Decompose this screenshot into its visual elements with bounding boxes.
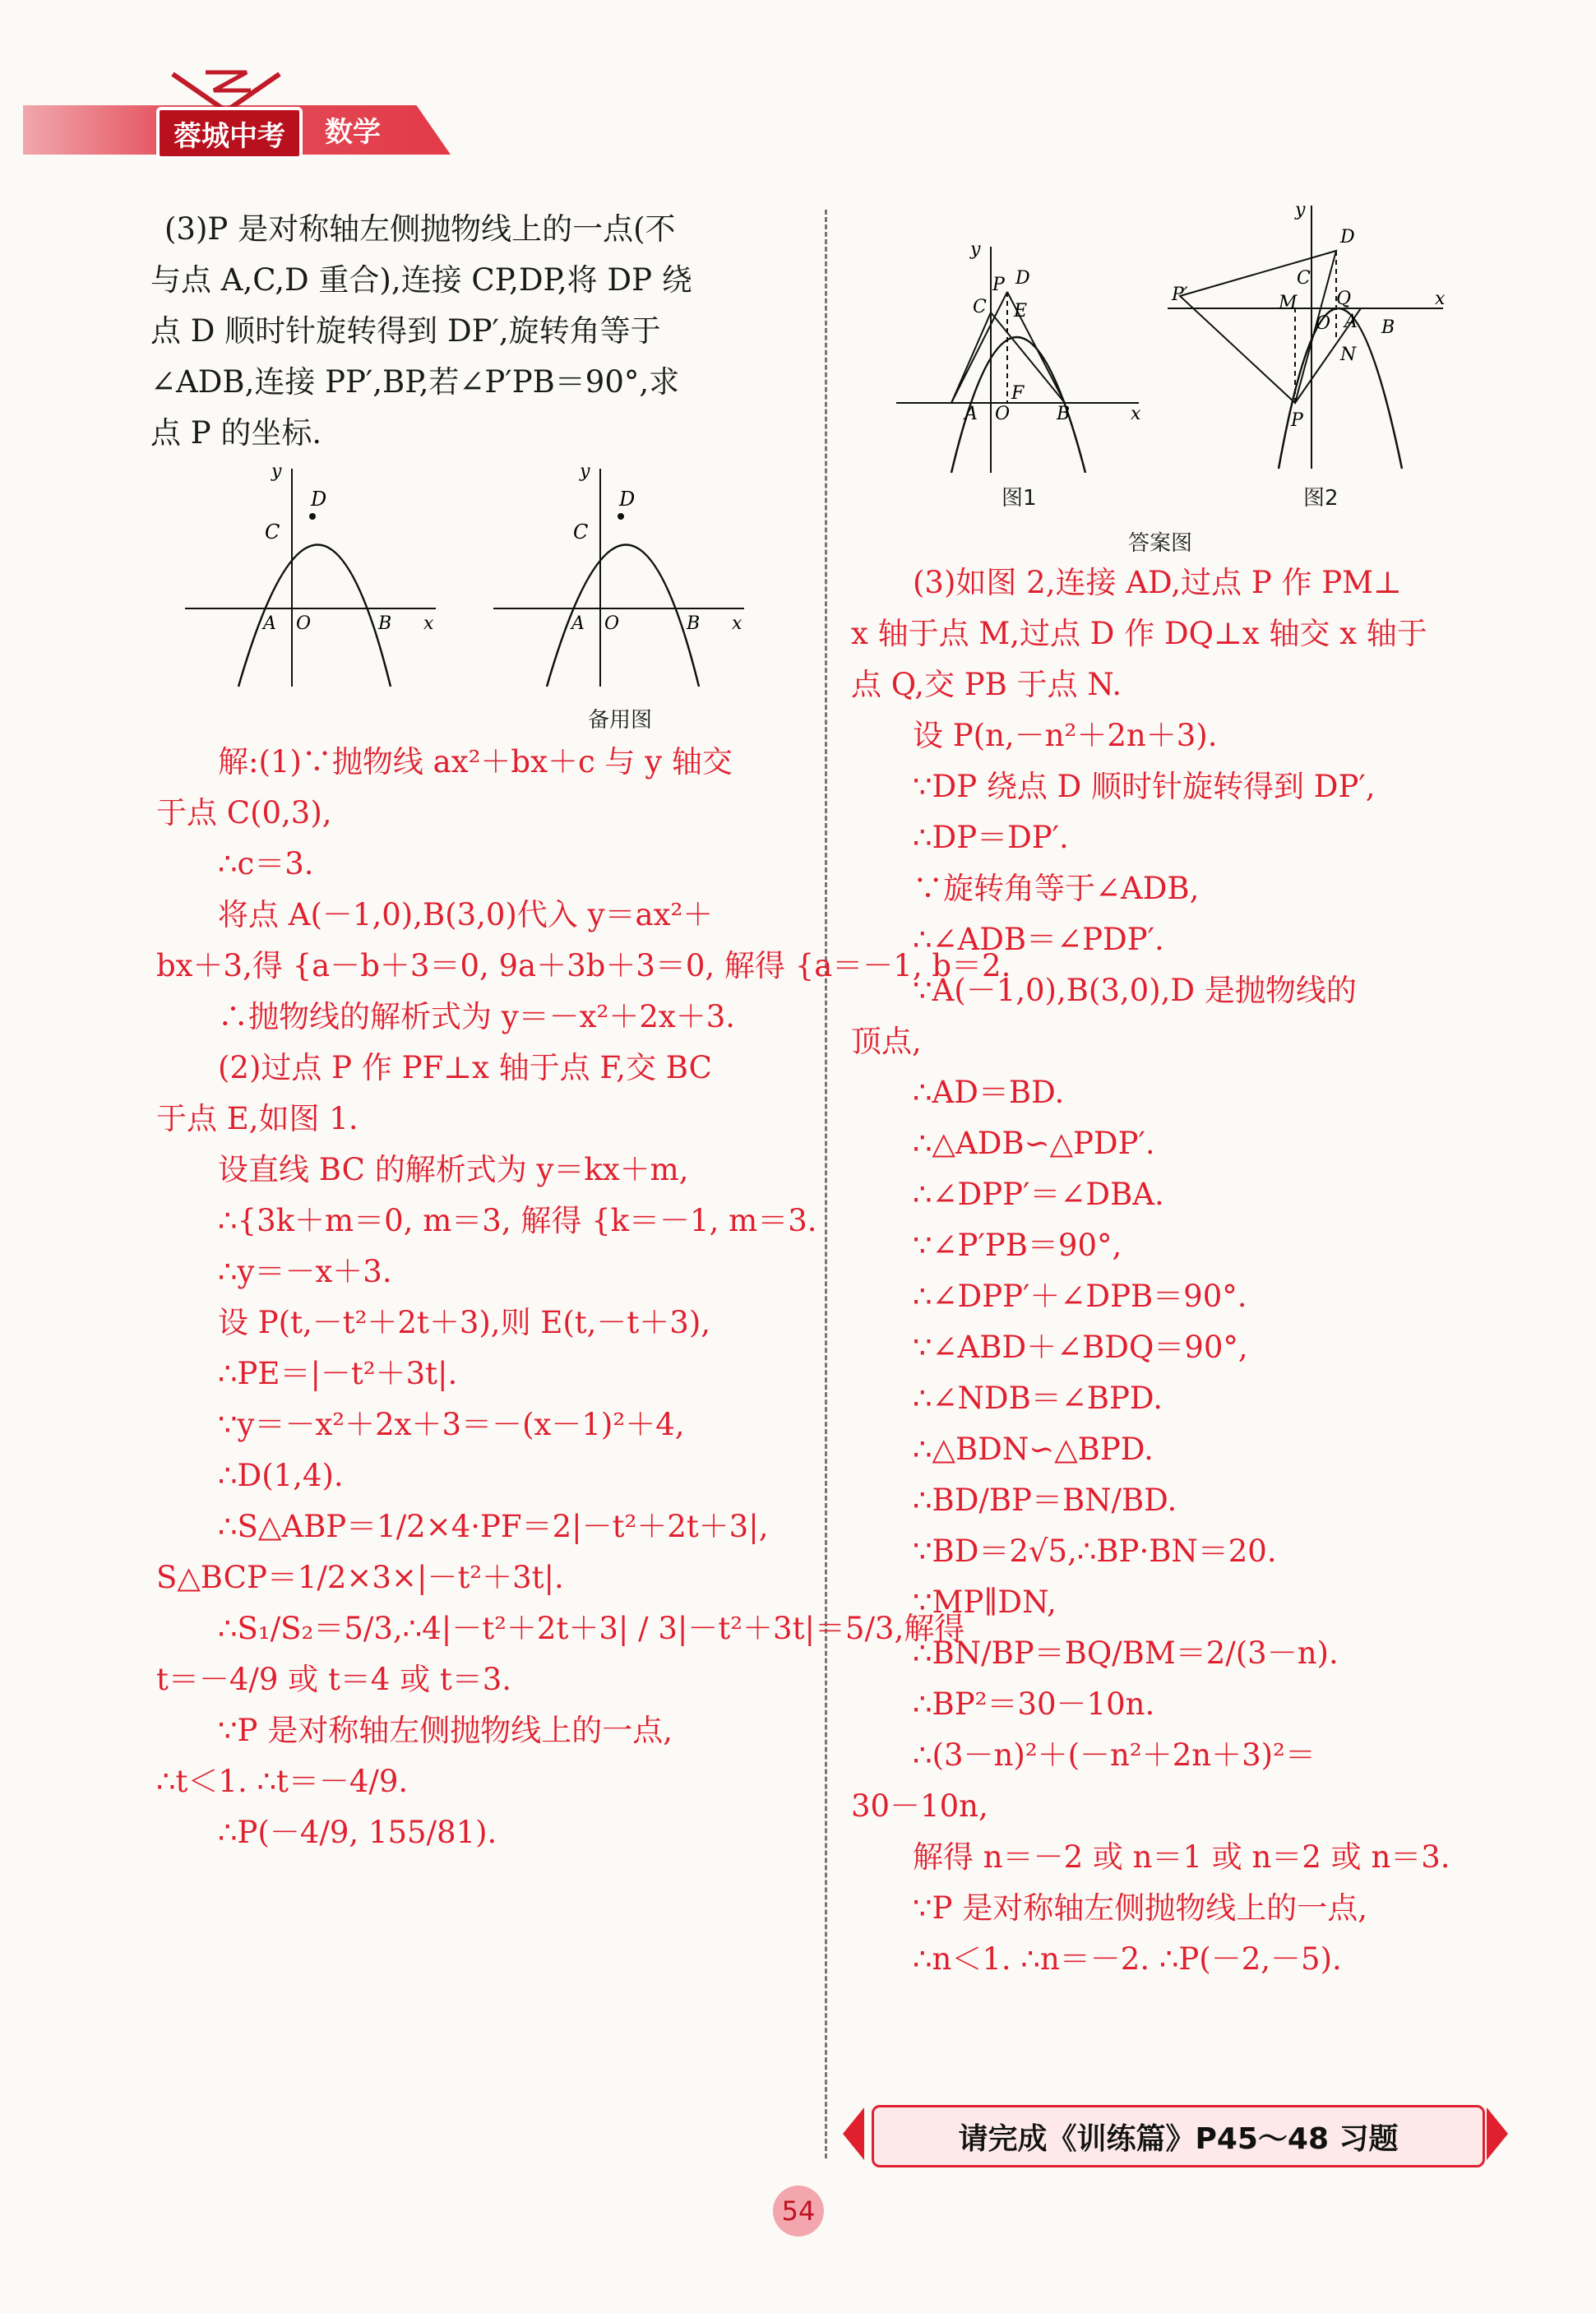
answer-line: ∴BD/BP＝BN/BD.: [913, 1483, 1177, 1518]
question-line: (3)P 是对称轴左侧抛物线上的一点(不: [164, 211, 676, 247]
answer-line: 将点 A(－1,0),B(3,0)代入 y＝ax²＋: [218, 897, 714, 932]
question-line: 与点 A,C,D 重合),连接 CP,DP,将 DP 绕: [150, 262, 692, 298]
answer-left: [156, 737, 733, 839]
answer-line: ∴DP＝DP′.: [913, 820, 1069, 855]
answer-line: 解:(1)∵抛物线 ax²＋bx＋c 与 y 轴交: [218, 744, 733, 779]
svg-text:O: O: [296, 613, 312, 634]
svg-text:C: C: [265, 520, 280, 544]
svg-text:A: A: [263, 613, 276, 634]
svg-text:A: A: [965, 404, 978, 424]
svg-text:D: D: [1340, 227, 1355, 247]
svg-text:A: A: [571, 613, 585, 634]
backup-figure-1: [181, 460, 444, 699]
subject-label: 数学: [325, 116, 381, 149]
svg-text:M: M: [1279, 293, 1298, 313]
answer-line: ∴抛物线的解析式为 y＝－x²＋2x＋3.: [218, 999, 736, 1034]
svg-text:B: B: [378, 613, 392, 634]
svg-text:P: P: [992, 275, 1005, 295]
svg-text:O: O: [995, 404, 1011, 424]
answer-line: 设 P(n,－n²＋2n＋3).: [913, 718, 1218, 753]
answer-line: 点 Q,交 PB 于点 N.: [851, 667, 1122, 702]
answer-line: ∴△BDN∽△BPD.: [913, 1432, 1154, 1467]
brand-logo: 蓉城中考: [156, 107, 303, 160]
answer-line: ∴BP²＝30－10n.: [913, 1686, 1155, 1722]
svg-text:P′: P′: [1172, 284, 1188, 305]
answer-line: ∴∠NDB＝∠BPD.: [913, 1381, 1163, 1416]
answer-line: ∵BD＝2√5,∴BP·BN＝20.: [913, 1534, 1277, 1569]
answer-line: 解得 n＝－2 或 n＝1 或 n＝2 或 n＝3.: [913, 1839, 1450, 1875]
answer-line: ∴∠ADB＝∠PDP′.: [913, 922, 1164, 957]
svg-text:Q: Q: [1336, 289, 1352, 309]
answer-line: ∴y＝－x＋3.: [218, 1254, 392, 1289]
answer-line: ∵∠P′PB＝90°,: [913, 1228, 1122, 1263]
answer-line: (2)过点 P 作 PF⊥x 轴于点 F,交 BC: [218, 1050, 712, 1085]
answer-line: ∴AD＝BD.: [913, 1075, 1065, 1110]
answer-line: ∴△ADB∽△PDP′.: [913, 1126, 1155, 1161]
question-text: [164, 204, 676, 255]
answer-figure-2-label: 图2: [1303, 486, 1339, 511]
question-line: 点 P 的坐标.: [150, 415, 322, 451]
answer-line: ∵∠ABD＋∠BDQ＝90°,: [913, 1330, 1248, 1365]
answer-line: ∴PE＝|－t²＋3t|.: [218, 1356, 458, 1391]
svg-text:C: C: [1297, 268, 1311, 289]
svg-text:x: x: [732, 613, 742, 634]
answer-line: ∴D(1,4).: [218, 1458, 344, 1493]
answer-line: 设直线 BC 的解析式为 y＝kx＋m,: [218, 1152, 689, 1187]
answer-line: (3)如图 2,连接 AD,过点 P 作 PM⊥: [913, 565, 1402, 600]
svg-text:x: x: [1435, 289, 1446, 309]
answer-line: ∵P 是对称轴左侧抛物线上的一点,: [218, 1713, 673, 1748]
answer-line: bx＋3,得 {a－b＋3＝0, 9a＋3b＋3＝0, 解得 {a＝－1, b＝2.: [156, 948, 1011, 983]
svg-text:B: B: [1381, 317, 1395, 338]
answer-line: 于点 E,如图 1.: [156, 1101, 359, 1136]
svg-text:D: D: [311, 488, 327, 511]
svg-text:C: C: [573, 520, 589, 544]
answer-line: ∴c＝3.: [218, 846, 314, 881]
answer-line: ∵y＝－x²＋2x＋3＝－(x－1)²＋4,: [218, 1407, 685, 1442]
question-text-cont: [150, 255, 692, 459]
svg-text:C: C: [973, 297, 987, 317]
svg-text:D: D: [619, 488, 636, 511]
backup-figure-2: [489, 460, 752, 699]
answer-line: ∵MP∥DN,: [913, 1584, 1057, 1620]
answer-line: 设 P(t,－t²＋2t＋3),则 E(t,－t＋3),: [218, 1305, 711, 1340]
answer-line: 于点 C(0,3),: [156, 795, 332, 830]
svg-text:x: x: [1131, 404, 1141, 424]
answer-line: ∵旋转角等于∠ADB,: [913, 871, 1200, 906]
footer-right-arrow-icon: [1487, 2107, 1508, 2160]
answer-line: ∴S△ABP＝1/2×4·PF＝2|－t²＋2t＋3|,: [218, 1509, 769, 1544]
answer-line: ∵A(－1,0),B(3,0),D 是抛物线的: [913, 973, 1357, 1008]
answer-line: ∴t＜1. ∴t＝－4/9.: [156, 1764, 409, 1799]
svg-text:E: E: [1014, 301, 1028, 322]
answer-figure-1: [892, 234, 1155, 473]
answer-line: x 轴于点 M,过点 D 作 DQ⊥x 轴交 x 轴于: [851, 616, 1427, 651]
answer-line: ∴{3k＋m＝0, m＝3, 解得 {k＝－1, m＝3.: [218, 1203, 817, 1238]
answer-line: ∴BN/BP＝BQ/BM＝2/(3－n).: [913, 1635, 1339, 1671]
answer-figure-2: [1163, 197, 1451, 477]
answer-figures-caption: 答案图: [1128, 531, 1193, 556]
page-number: 54: [773, 2186, 824, 2237]
svg-text:B: B: [687, 613, 701, 634]
svg-text:y: y: [580, 461, 590, 482]
question-line: 点 D 顺时针旋转得到 DP′,旋转角等于: [150, 313, 661, 349]
footer-left-arrow-icon: [843, 2107, 864, 2160]
question-line: ∠ADB,连接 PP′,BP,若∠P′PB＝90°,求: [150, 364, 680, 400]
backup-figure-caption: 备用图: [588, 708, 653, 733]
svg-text:y: y: [1295, 200, 1306, 220]
answer-line: 顶点,: [851, 1024, 922, 1059]
svg-text:O: O: [604, 613, 620, 634]
svg-text:B: B: [1057, 404, 1071, 424]
practice-reminder: 请完成《训练篇》P45～48 习题: [872, 2105, 1485, 2167]
answer-line: S△BCP＝1/2×3×|－t²＋3t|.: [156, 1560, 564, 1595]
answer-line: ∵P 是对称轴左侧抛物线上的一点,: [913, 1890, 1367, 1926]
answer-line: ∴S₁/S₂＝5/3,∴4|－t²＋2t＋3| / 3|－t²＋3t|＝5/3,解得: [218, 1611, 965, 1646]
svg-text:x: x: [423, 613, 434, 634]
answer-right: [851, 557, 1450, 1985]
svg-text:P: P: [1291, 410, 1303, 431]
answer-figure-1-label: 图1: [1002, 486, 1037, 511]
svg-text:F: F: [1011, 383, 1025, 404]
answer-line: ∵DP 绕点 D 顺时针旋转得到 DP′,: [913, 769, 1376, 804]
answer-line: t＝－4/9 或 t＝4 或 t＝3.: [156, 1662, 512, 1697]
answer-line: 30－10n,: [851, 1788, 988, 1824]
svg-text:N: N: [1340, 345, 1357, 365]
svg-text:y: y: [970, 239, 981, 260]
answer-line: ∴∠DPP′＝∠DBA.: [913, 1177, 1164, 1212]
svg-text:O: O: [1316, 313, 1331, 334]
svg-text:A: A: [1344, 312, 1358, 332]
answer-line: ∴(3－n)²＋(－n²＋2n＋3)²＝: [913, 1737, 1316, 1773]
answer-line: ∴n＜1. ∴n＝－2. ∴P(－2,－5).: [913, 1941, 1342, 1977]
answer-line: ∴P(－4/9, 155/81).: [218, 1815, 497, 1850]
answer-line: ∴∠DPP′＋∠DPB＝90°.: [913, 1279, 1247, 1314]
svg-text:y: y: [271, 461, 282, 482]
svg-text:D: D: [1015, 268, 1030, 289]
